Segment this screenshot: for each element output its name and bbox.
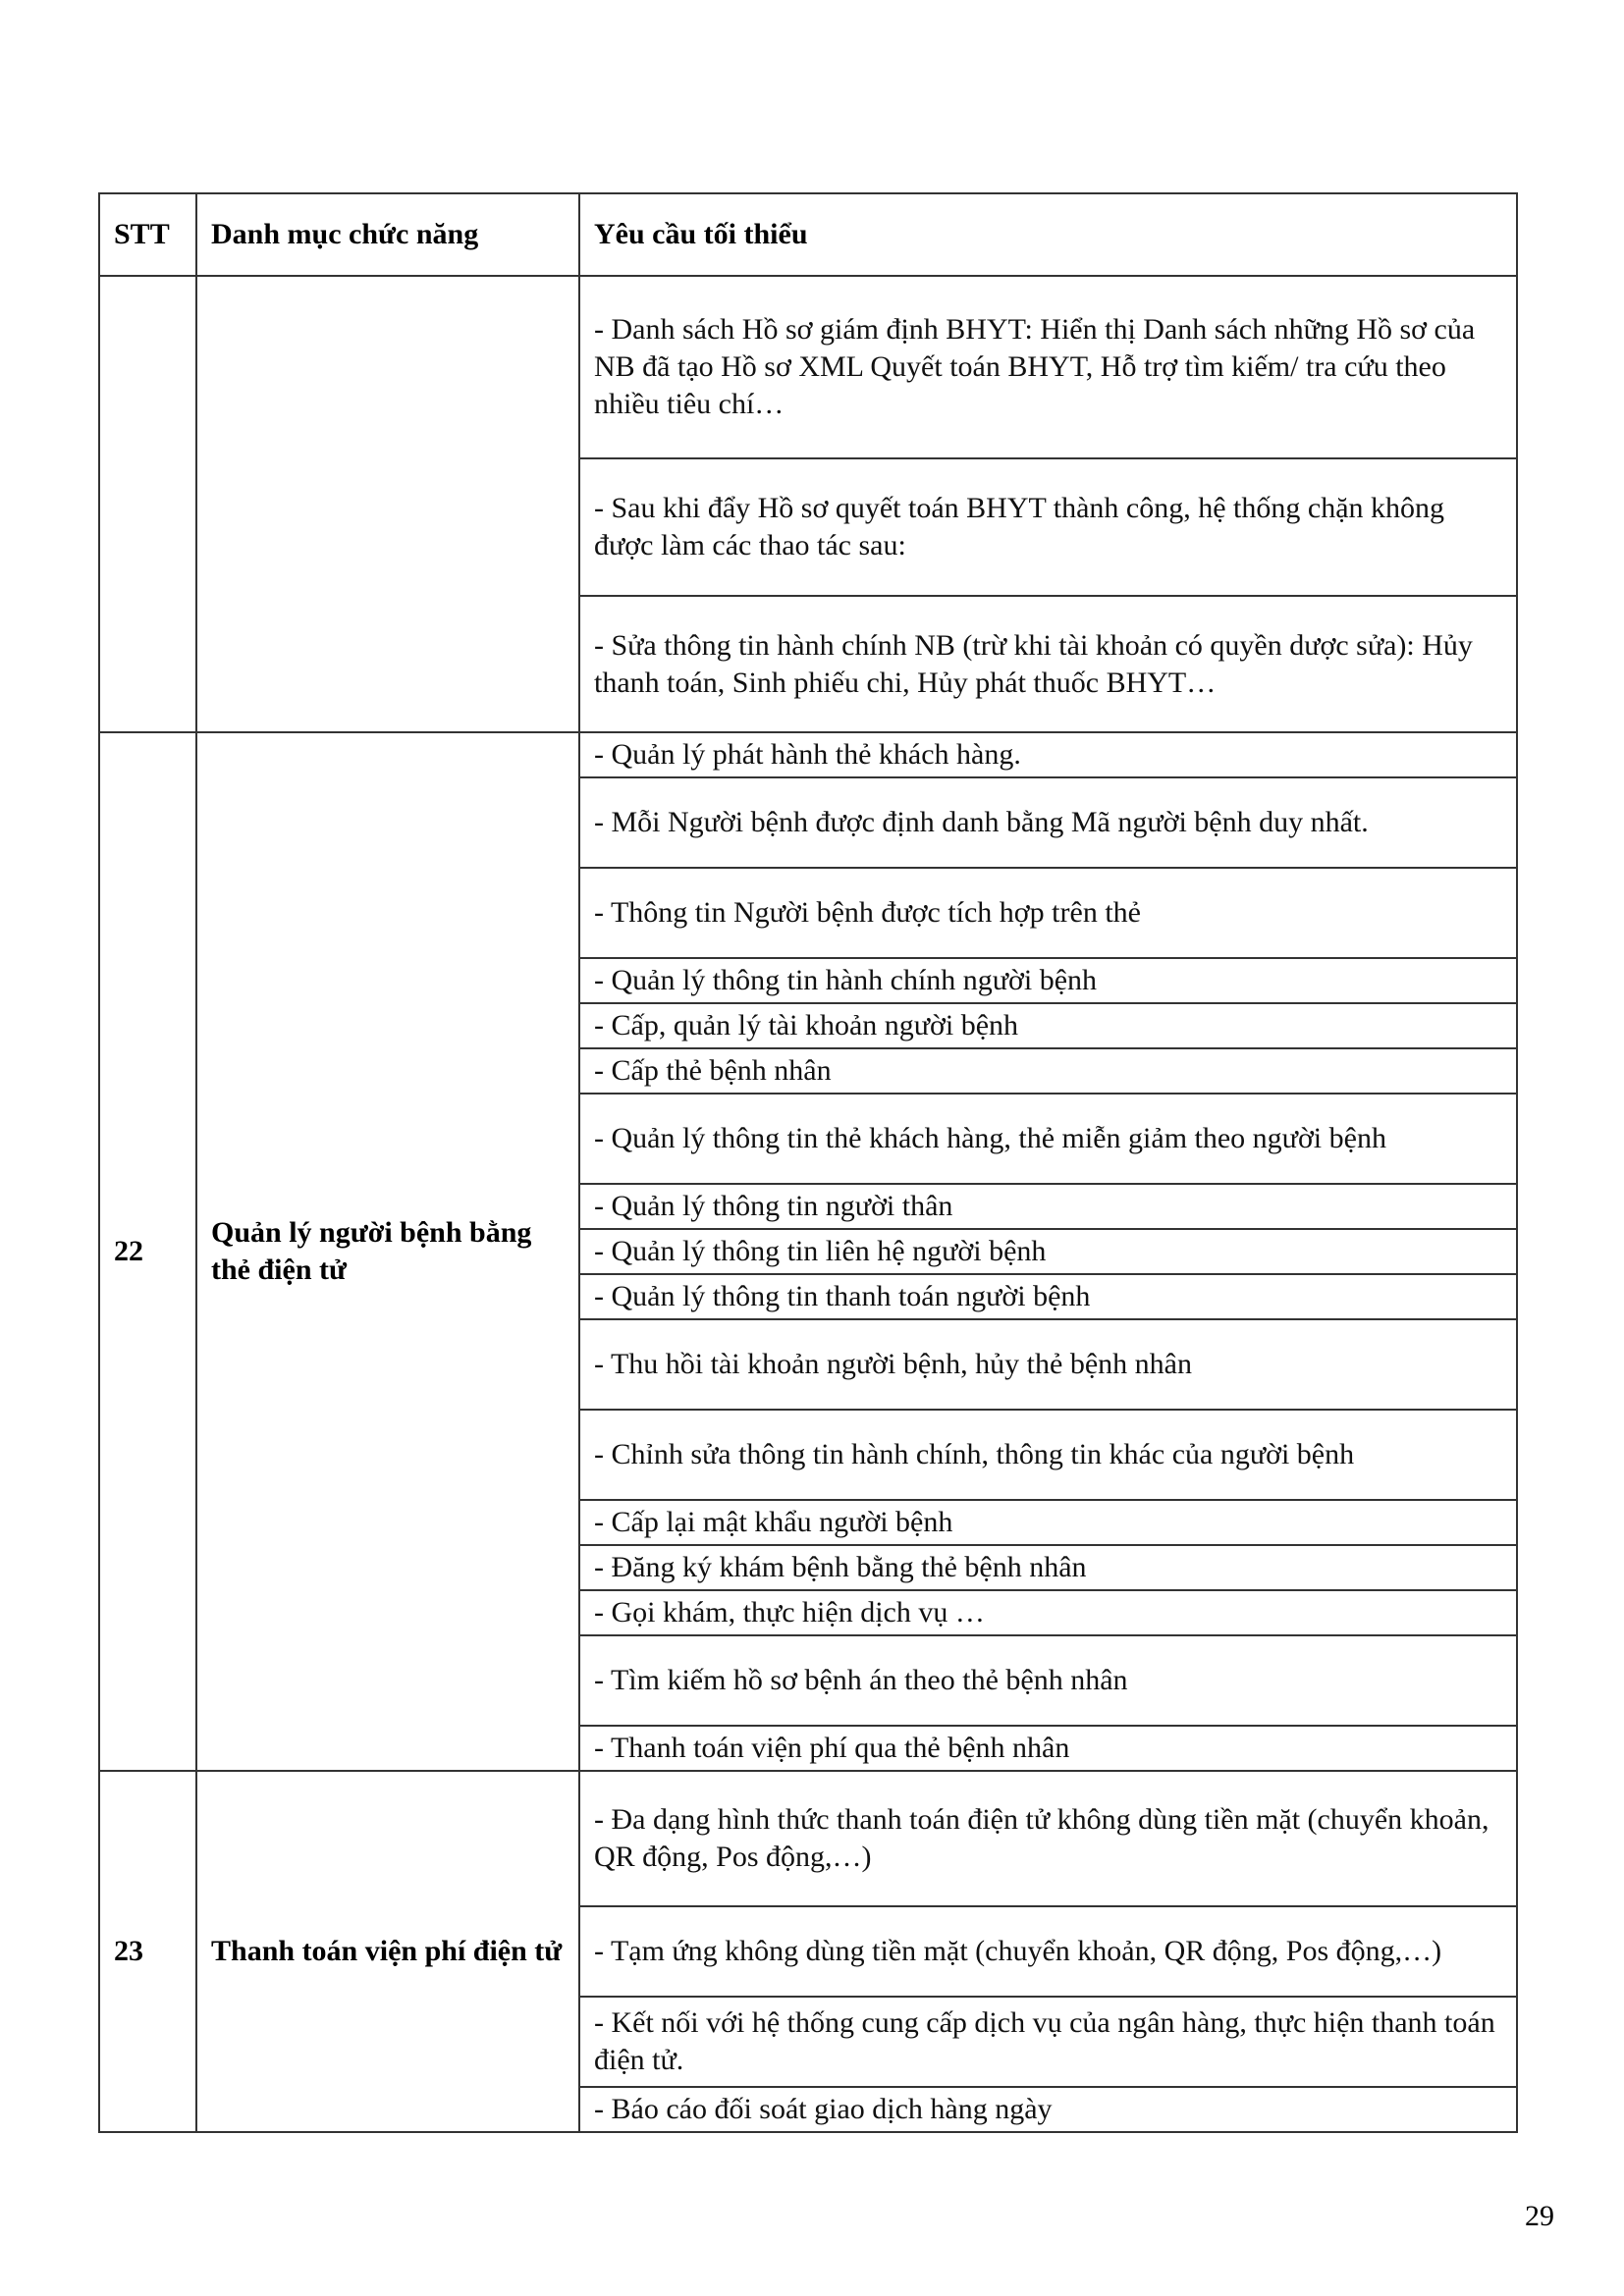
requirement-cell: - Chỉnh sửa thông tin hành chính, thông tin khác của người bệnh [579, 1410, 1517, 1500]
requirement-cell: - Cấp thẻ bệnh nhân [579, 1048, 1517, 1094]
requirement-cell: - Cấp, quản lý tài khoản người bệnh [579, 1003, 1517, 1048]
requirement-cell: - Đăng ký khám bệnh bằng thẻ bệnh nhân [579, 1545, 1517, 1590]
requirement-cell: - Cấp lại mật khẩu người bệnh [579, 1500, 1517, 1545]
requirement-cell: - Quản lý thông tin liên hệ người bệnh [579, 1229, 1517, 1274]
requirement-cell: - Gọi khám, thực hiện dịch vụ … [579, 1590, 1517, 1635]
header-category: Danh mục chức năng [196, 193, 579, 276]
stt-cell: 23 [99, 1771, 196, 2132]
stt-cell-empty [99, 276, 196, 732]
page-number: 29 [1525, 2200, 1554, 2232]
requirement-cell: - Thông tin Người bệnh được tích hợp trên thẻ [579, 868, 1517, 958]
requirement-cell: - Thu hồi tài khoản người bệnh, hủy thẻ bệnh nhân [579, 1319, 1517, 1410]
table-row [99, 276, 1517, 458]
requirement-cell: - Báo cáo đối soát giao dịch hàng ngày [579, 2087, 1517, 2132]
category-cell: Thanh toán viện phí điện tử [196, 1771, 579, 2132]
requirement-cell: - Tìm kiếm hồ sơ bệnh án theo thẻ bệnh nhân [579, 1635, 1517, 1726]
header-stt: STT [99, 193, 196, 276]
requirement-cell: - Thanh toán viện phí qua thẻ bệnh nhân [579, 1726, 1517, 1771]
requirement-cell: - Sửa thông tin hành chính NB (trừ khi tài khoản có quyền dược sửa): Hủy thanh toán, Sinh phiếu chi, Hủy phát thuốc BHYT… [579, 596, 1517, 732]
requirement-cell: - Quản lý thông tin thẻ khách hàng, thẻ miễn giảm theo người bệnh [579, 1094, 1517, 1184]
category-cell: Quản lý người bệnh bằng thẻ điện tử [196, 732, 579, 1771]
requirement-cell: - Tạm ứng không dùng tiền mặt (chuyển khoản, QR động, Pos động,…) [579, 1906, 1517, 1997]
requirement-cell: - Quản lý thông tin hành chính người bệnh [579, 958, 1517, 1003]
requirement-cell: - Kết nối với hệ thống cung cấp dịch vụ của ngân hàng, thực hiện thanh toán điện tử. [579, 1997, 1517, 2087]
requirements-table [98, 192, 1518, 2133]
requirement-cell: - Mỗi Người bệnh được định danh bằng Mã người bệnh duy nhất. [579, 777, 1517, 868]
requirement-cell: - Quản lý thông tin người thân [579, 1184, 1517, 1229]
requirement-cell: - Đa dạng hình thức thanh toán điện tử không dùng tiền mặt (chuyển khoản, QR động, Pos động,…) [579, 1771, 1517, 1906]
table-header-row [99, 193, 1517, 276]
category-cell-empty [196, 276, 579, 732]
table-row [99, 1771, 1517, 1906]
header-requirement: Yêu cầu tối thiểu [579, 193, 1517, 276]
stt-cell: 22 [99, 732, 196, 1771]
requirement-cell: - Quản lý thông tin thanh toán người bệnh [579, 1274, 1517, 1319]
requirement-cell: - Sau khi đẩy Hồ sơ quyết toán BHYT thành công, hệ thống chặn không được làm các thao tác sau: [579, 458, 1517, 596]
requirement-cell: - Quản lý phát hành thẻ khách hàng. [579, 732, 1517, 777]
table-row [99, 732, 1517, 777]
requirement-cell: - Danh sách Hồ sơ giám định BHYT: Hiển thị Danh sách những Hồ sơ của NB đã tạo Hồ sơ XML Quyết toán BHYT, Hỗ trợ tìm kiếm/ tra cứu theo nhiều tiêu chí… [579, 276, 1517, 458]
